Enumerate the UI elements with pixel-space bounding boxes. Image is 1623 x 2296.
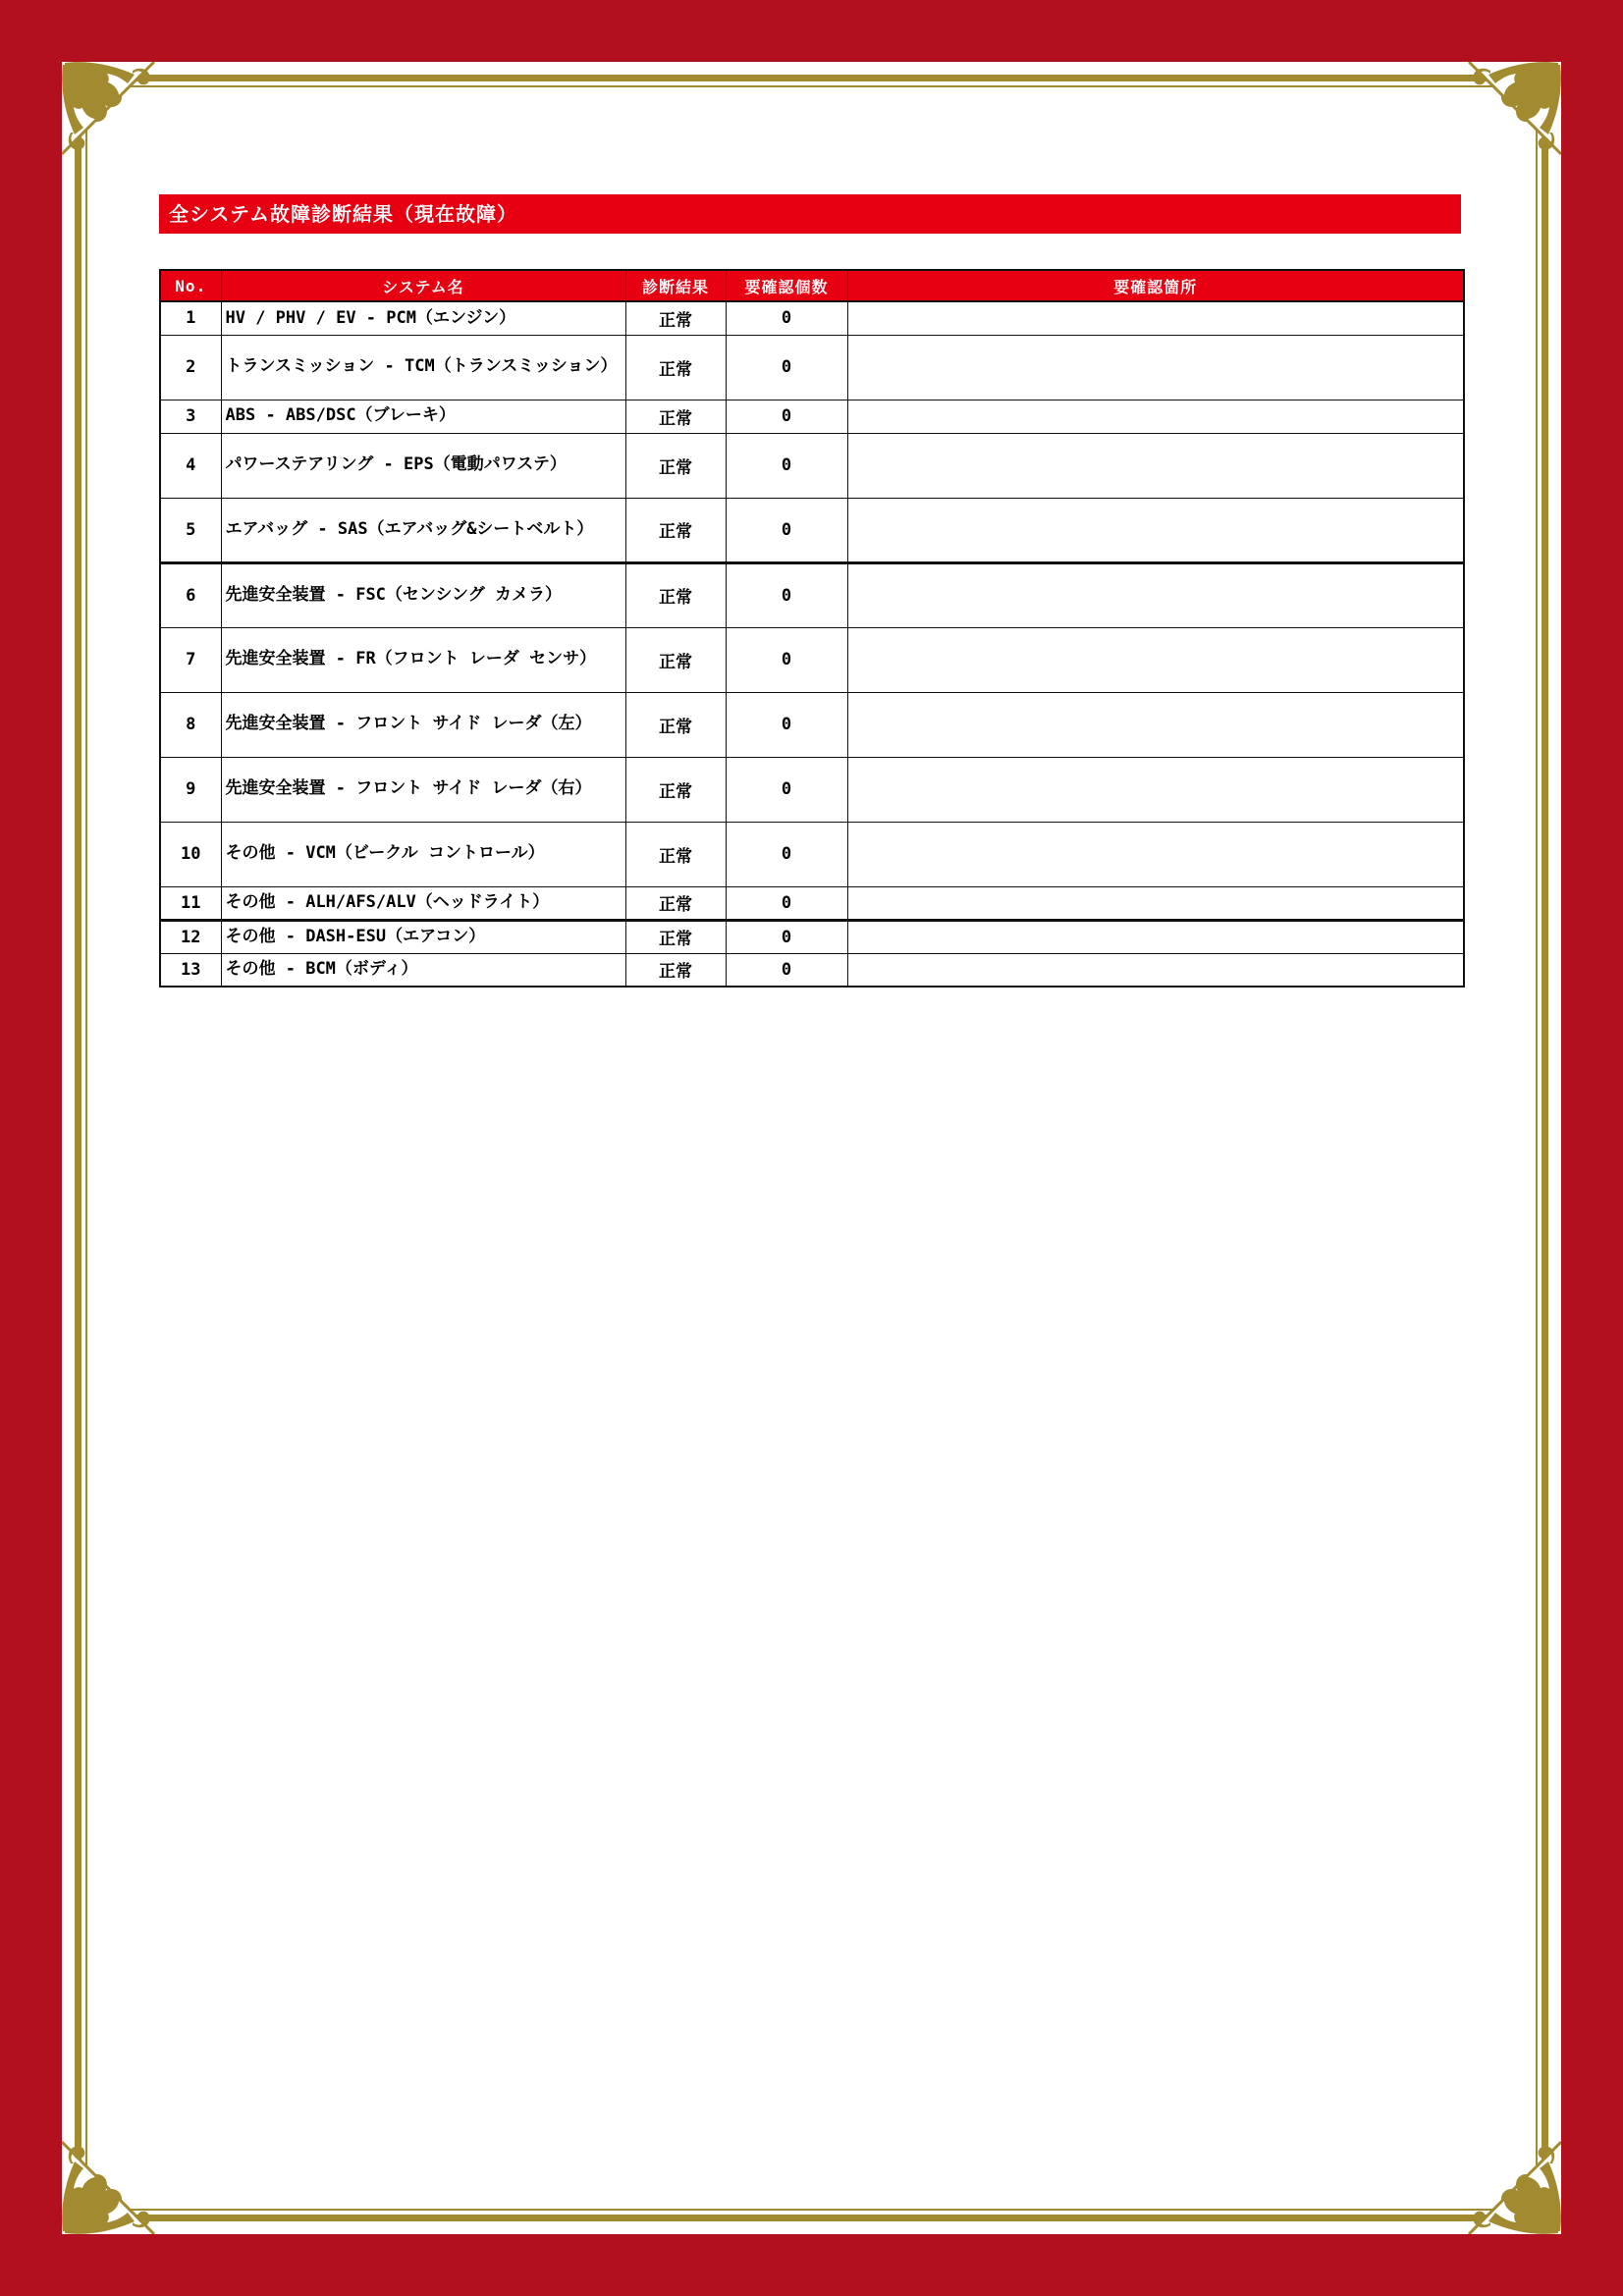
system-name: HV / PHV / EV - PCM（エンジン）	[221, 301, 625, 335]
check-count: 0	[726, 920, 847, 953]
row-number: 4	[160, 433, 221, 498]
check-location	[847, 886, 1464, 920]
diagnosis-result: 正常	[625, 920, 726, 953]
row-number: 8	[160, 692, 221, 757]
check-location	[847, 953, 1464, 987]
row-number: 2	[160, 335, 221, 400]
check-location	[847, 498, 1464, 562]
corner-ornament-top-right	[1467, 62, 1561, 156]
table-row	[160, 301, 1464, 335]
check-count: 0	[726, 335, 847, 400]
diagnosis-result: 正常	[625, 433, 726, 498]
check-location	[847, 757, 1464, 822]
diagnosis-result: 正常	[625, 953, 726, 987]
column-header-no: No.	[160, 270, 221, 301]
table-row	[160, 433, 1464, 498]
table-row	[160, 627, 1464, 692]
diagnosis-result: 正常	[625, 886, 726, 920]
system-name: ABS - ABS/DSC（ブレーキ）	[221, 400, 625, 433]
system-name: その他 - VCM（ビークル コントロール）	[221, 822, 625, 886]
check-count: 0	[726, 953, 847, 987]
diagnosis-result: 正常	[625, 335, 726, 400]
check-location	[847, 692, 1464, 757]
check-count: 0	[726, 433, 847, 498]
corner-ornament-top-left	[62, 62, 156, 156]
row-number: 5	[160, 498, 221, 562]
row-number: 6	[160, 562, 221, 627]
diagnosis-result: 正常	[625, 757, 726, 822]
row-number: 9	[160, 757, 221, 822]
table-row	[160, 335, 1464, 400]
check-count: 0	[726, 498, 847, 562]
diagnosis-result: 正常	[625, 301, 726, 335]
check-location	[847, 433, 1464, 498]
column-header-system-name: システム名	[221, 270, 625, 301]
diagnosis-result: 正常	[625, 692, 726, 757]
system-name: 先進安全装置 - フロント サイド レーダ（左）	[221, 692, 625, 757]
system-name: 先進安全装置 - FSC（センシング カメラ）	[221, 562, 625, 627]
check-count: 0	[726, 886, 847, 920]
table-row	[160, 953, 1464, 987]
column-header-check-count: 要確認個数	[726, 270, 847, 301]
check-location	[847, 400, 1464, 433]
check-location	[847, 562, 1464, 627]
table-row	[160, 562, 1464, 627]
section-title: 全システム故障診断結果（現在故障）	[169, 202, 517, 226]
system-name: 先進安全装置 - フロント サイド レーダ（右）	[221, 757, 625, 822]
section-title-bar	[159, 194, 1461, 234]
check-count: 0	[726, 692, 847, 757]
table-row	[160, 886, 1464, 920]
diagnosis-result: 正常	[625, 498, 726, 562]
diagnosis-results-table	[159, 269, 1465, 988]
check-location	[847, 627, 1464, 692]
row-number: 1	[160, 301, 221, 335]
check-location	[847, 822, 1464, 886]
system-name: その他 - DASH-ESU（エアコン）	[221, 920, 625, 953]
row-number: 12	[160, 920, 221, 953]
check-count: 0	[726, 562, 847, 627]
diagnosis-result: 正常	[625, 822, 726, 886]
diagnosis-result: 正常	[625, 562, 726, 627]
system-name: その他 - BCM（ボディ）	[221, 953, 625, 987]
row-number: 11	[160, 886, 221, 920]
check-location	[847, 301, 1464, 335]
check-count: 0	[726, 822, 847, 886]
row-number: 10	[160, 822, 221, 886]
row-number: 7	[160, 627, 221, 692]
corner-ornament-bottom-left	[62, 2140, 156, 2234]
system-name: その他 - ALH/AFS/ALV（ヘッドライト）	[221, 886, 625, 920]
system-name: トランスミッション - TCM（トランスミッション）	[221, 335, 625, 400]
table-header-row	[160, 270, 1464, 301]
table-row	[160, 692, 1464, 757]
check-location	[847, 920, 1464, 953]
row-number: 3	[160, 400, 221, 433]
diagnosis-result: 正常	[625, 627, 726, 692]
row-number: 13	[160, 953, 221, 987]
check-count: 0	[726, 757, 847, 822]
check-count: 0	[726, 301, 847, 335]
diagnosis-result: 正常	[625, 400, 726, 433]
table-row	[160, 400, 1464, 433]
column-header-diagnosis-result: 診断結果	[625, 270, 726, 301]
system-name: パワーステアリング - EPS（電動パワステ）	[221, 433, 625, 498]
system-name: エアバッグ - SAS（エアバッグ&シートベルト）	[221, 498, 625, 562]
check-count: 0	[726, 627, 847, 692]
table-row	[160, 920, 1464, 953]
check-location	[847, 335, 1464, 400]
column-header-check-location: 要確認箇所	[847, 270, 1464, 301]
system-name: 先進安全装置 - FR（フロント レーダ センサ）	[221, 627, 625, 692]
corner-ornament-bottom-right	[1467, 2140, 1561, 2234]
table-row	[160, 757, 1464, 822]
table-row	[160, 498, 1464, 562]
table-row	[160, 822, 1464, 886]
check-count: 0	[726, 400, 847, 433]
